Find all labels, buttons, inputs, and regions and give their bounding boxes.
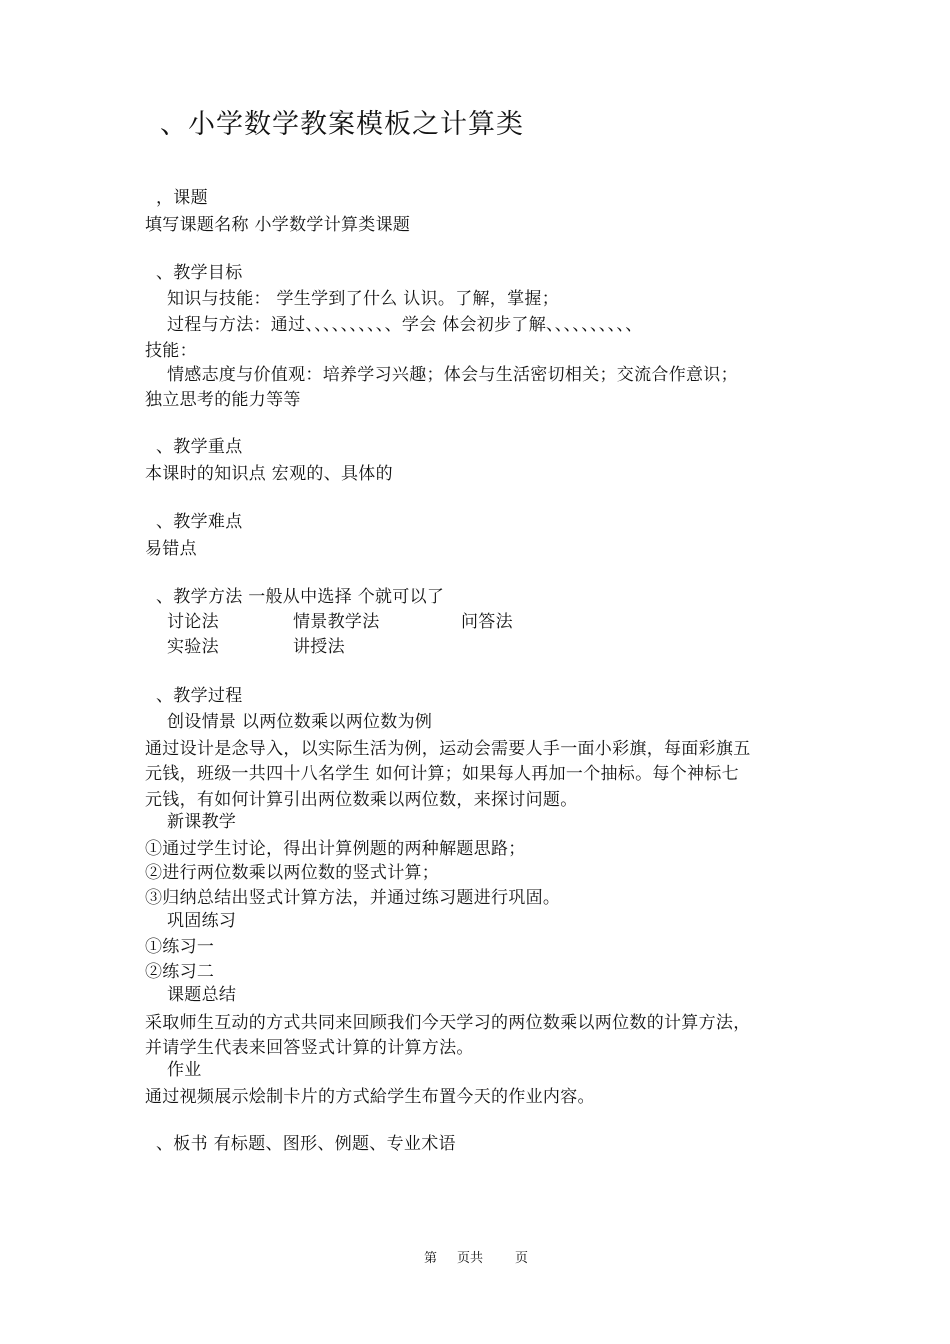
footer-page-label: 第	[424, 1251, 438, 1266]
objectives-attitude: 情感志度与价值观：培养学习兴趣；体会与生活密切相关；交流合作意识；	[167, 365, 738, 385]
process-new-item3: ③归纳总结出竖式计算方法，并通过练习题进行巩固。	[145, 888, 561, 908]
process-new-item1: ①通过学生讨论，得出计算例题的两种解题思路；	[145, 839, 526, 859]
section-heading-objectives: 、教学目标	[156, 263, 243, 283]
objectives-knowledge: 知识与技能： 学生学到了什么 认识。了解，掌握；	[167, 289, 560, 309]
method-discussion: 讨论法	[167, 612, 219, 632]
process-summary-line1: 采取师生互动的方式共同来回顾我们今天学习的两位数乘以两位数的计算方法，	[145, 1013, 751, 1033]
document-title: 、小学数学教案模板之计算类	[160, 109, 524, 140]
process-subheading-practice: 巩固练习	[167, 911, 237, 931]
process-summary-line2: 并请学生代表来回答竖式计算的计算方法。	[145, 1038, 474, 1058]
difficulties-body: 易错点	[145, 539, 197, 559]
process-homework-body: 通过视频展示烩制卡片的方式給学生布置今天的作业内容。	[145, 1087, 595, 1107]
process-scenario-line1: 通过设计是念导入，以实际生活为例，运动会需要人手一面小彩旗，每面彩旗五	[145, 739, 751, 759]
method-situational: 情景教学法	[293, 612, 380, 632]
footer-page-total-label: 页共	[457, 1251, 484, 1266]
objectives-skill: 技能：	[145, 341, 197, 361]
footer-page-suffix: 页	[515, 1251, 529, 1266]
process-scenario-line2: 元钱，班级一共四十八名学生 如何计算；如果每人再加一个抽标。每个神标七	[145, 764, 739, 784]
section-heading-process: 、教学过程	[156, 686, 243, 706]
process-practice-item1: ①练习一	[145, 937, 215, 957]
process-new-item2: ②进行两位数乘以两位数的竖式计算；	[145, 863, 440, 883]
process-subheading-new: 新课教学	[167, 812, 237, 832]
section-heading-topic: ，课题	[156, 188, 208, 208]
objectives-attitude-cont: 独立思考的能力等等	[145, 390, 301, 410]
section-heading-blackboard: 、板书 有标题、图形、例题、专业术语	[156, 1134, 456, 1154]
method-lecture: 讲授法	[293, 637, 345, 657]
section-heading-difficulties: 、教学难点	[156, 512, 243, 532]
topic-body: 填写课题名称 小学数学计算类课题	[145, 215, 411, 235]
process-practice-item2: ②练习二	[145, 962, 215, 982]
section-heading-methods: 、教学方法 一般从中选择 个就可以了	[156, 587, 445, 607]
process-subheading-summary: 课题总结	[167, 985, 237, 1005]
method-experiment: 实验法	[167, 637, 219, 657]
method-qa: 问答法	[461, 612, 513, 632]
process-scenario-line3: 元钱，有如何计算引出两位数乘以两位数，来探讨问题。	[145, 790, 578, 810]
section-heading-keypoints: 、教学重点	[156, 437, 243, 457]
process-subheading-homework: 作业	[167, 1060, 202, 1080]
process-subheading-scenario: 创设情景 以两位数乘以两位数为例	[167, 712, 433, 732]
keypoints-body: 本课时的知识点 宏观的、具体的	[145, 464, 393, 484]
objectives-process: 过程与方法：通过、、、、、、、、、、学会 体会初步了解、、、、、、、、、、	[167, 315, 643, 335]
